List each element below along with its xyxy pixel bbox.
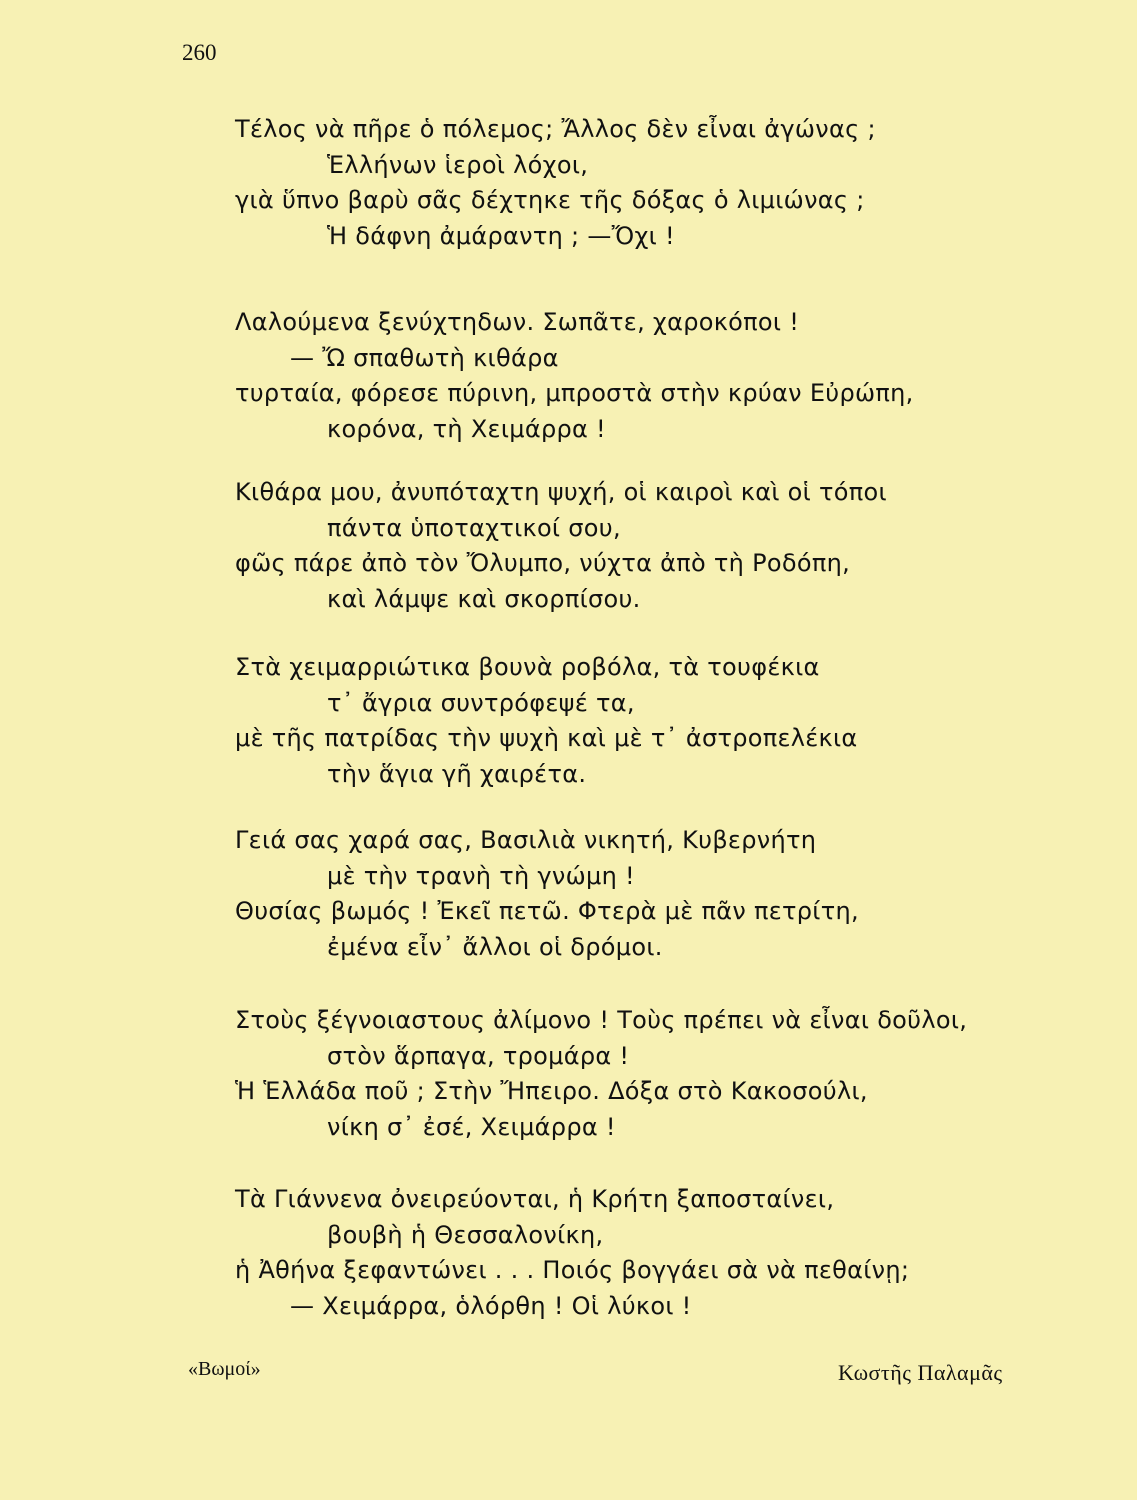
poem-line: Ἡ Ἑλλάδα ποῦ ; Στὴν Ἤπειρο. Δόξα στὸ Κακοσούλι,: [235, 1077, 868, 1105]
source-title: «Βωμοί»: [188, 1358, 261, 1380]
stanza: [235, 305, 1095, 447]
poem-line: Τὰ Γιάννενα ὀνειρεύονται, ἡ Κρήτη ξαποσταίνει,: [235, 1185, 835, 1213]
poem-line: πάντα ὑποταχτικοί σου,: [327, 513, 621, 542]
poem-line: — Ὤ σπαθωτὴ κιθάρα: [290, 343, 559, 372]
poem-line: Στοὺς ξέγνοιαστους ἀλίμονο ! Τοὺς πρέπει νὰ εἶναι δοῦλοι,: [235, 1006, 968, 1034]
poem-line: Στὰ χειμαρριώτικα βουνὰ ροβόλα, τὰ τουφέκια: [235, 653, 820, 681]
poem-line: κορόνα, τὴ Χειμάρρα !: [327, 414, 606, 443]
poem-line: γιὰ ὕπνο βαρὺ σᾶς δέχτηκε τῆς δόξας ὁ λιμιώνας ;: [235, 186, 865, 214]
stanza: [235, 650, 1095, 792]
poem-line: βουβὴ ἡ Θεσσαλονίκη,: [327, 1220, 604, 1249]
poem-line: Κιθάρα μου, ἀνυπόταχτη ψυχή, οἱ καιροὶ καὶ οἱ τόποι: [235, 478, 887, 506]
poem-line: ἡ Ἀθήνα ξεφαντώνει . . . Ποιός βογγάει σὰ νὰ πεθαίνῃ;: [235, 1256, 910, 1284]
poem-line: στὸν ἅρπαγα, τρομάρα !: [327, 1041, 630, 1070]
poem-line: καὶ λάμψε καὶ σκορπίσου.: [327, 584, 641, 613]
stanza: [235, 823, 1095, 965]
poem-line: Λαλούμενα ξενύχτηδων. Σωπᾶτε, χαροκόποι !: [235, 308, 800, 336]
stanza: [235, 1182, 1095, 1324]
poem-line: — Χειμάρρα, ὁλόρθη ! Οἱ λύκοι !: [290, 1291, 692, 1320]
author-name: Κωστῆς Παλαμᾶς: [838, 1360, 1003, 1385]
stanza: [235, 112, 1095, 254]
poem-line: Τέλος νὰ πῆρε ὁ πόλεμος; Ἄλλος δὲν εἶναι ἀγώνας ;: [235, 115, 876, 143]
page-number: 260: [182, 40, 217, 65]
poem-line: Ἡ δάφνη ἀμάραντη ; —Ὄχι !: [327, 221, 675, 250]
stanza: [235, 1003, 1095, 1145]
poem-line: τ᾽ ἄγρια συντρόφεψέ τα,: [327, 688, 635, 717]
poem-line: ἐμένα εἶν᾽ ἄλλοι οἱ δρόμοι.: [327, 932, 663, 961]
stanza: [235, 475, 1095, 617]
poem-line: μὲ τὴν τρανὴ τὴ γνώμη !: [327, 861, 635, 890]
poem-line: Γειά σας χαρά σας, Βασιλιὰ νικητή, Κυβερνήτη: [235, 826, 817, 854]
poem-line: τὴν ἅγια γῆ χαιρέτα.: [327, 759, 587, 788]
poem-line: τυρταία, φόρεσε πύρινη, μπροστὰ στὴν κρύαν Εὐρώπη,: [235, 379, 914, 407]
poem-line: νίκη σ᾽ ἐσέ, Χειμάρρα !: [327, 1112, 616, 1141]
poem-line: φῶς πάρε ἀπὸ τὸν Ὄλυμπο, νύχτα ἀπὸ τὴ Ροδόπη,: [235, 549, 851, 577]
poem-line: μὲ τῆς πατρίδας τὴν ψυχὴ καὶ μὲ τ᾽ ἀστροπελέκια: [235, 724, 858, 752]
poem-line: Ἑλλήνων ἱεροὶ λόχοι,: [327, 150, 589, 179]
poem-line: Θυσίας βωμός ! Ἐκεῖ πετῶ. Φτερὰ μὲ πᾶν πετρίτη,: [235, 897, 859, 925]
